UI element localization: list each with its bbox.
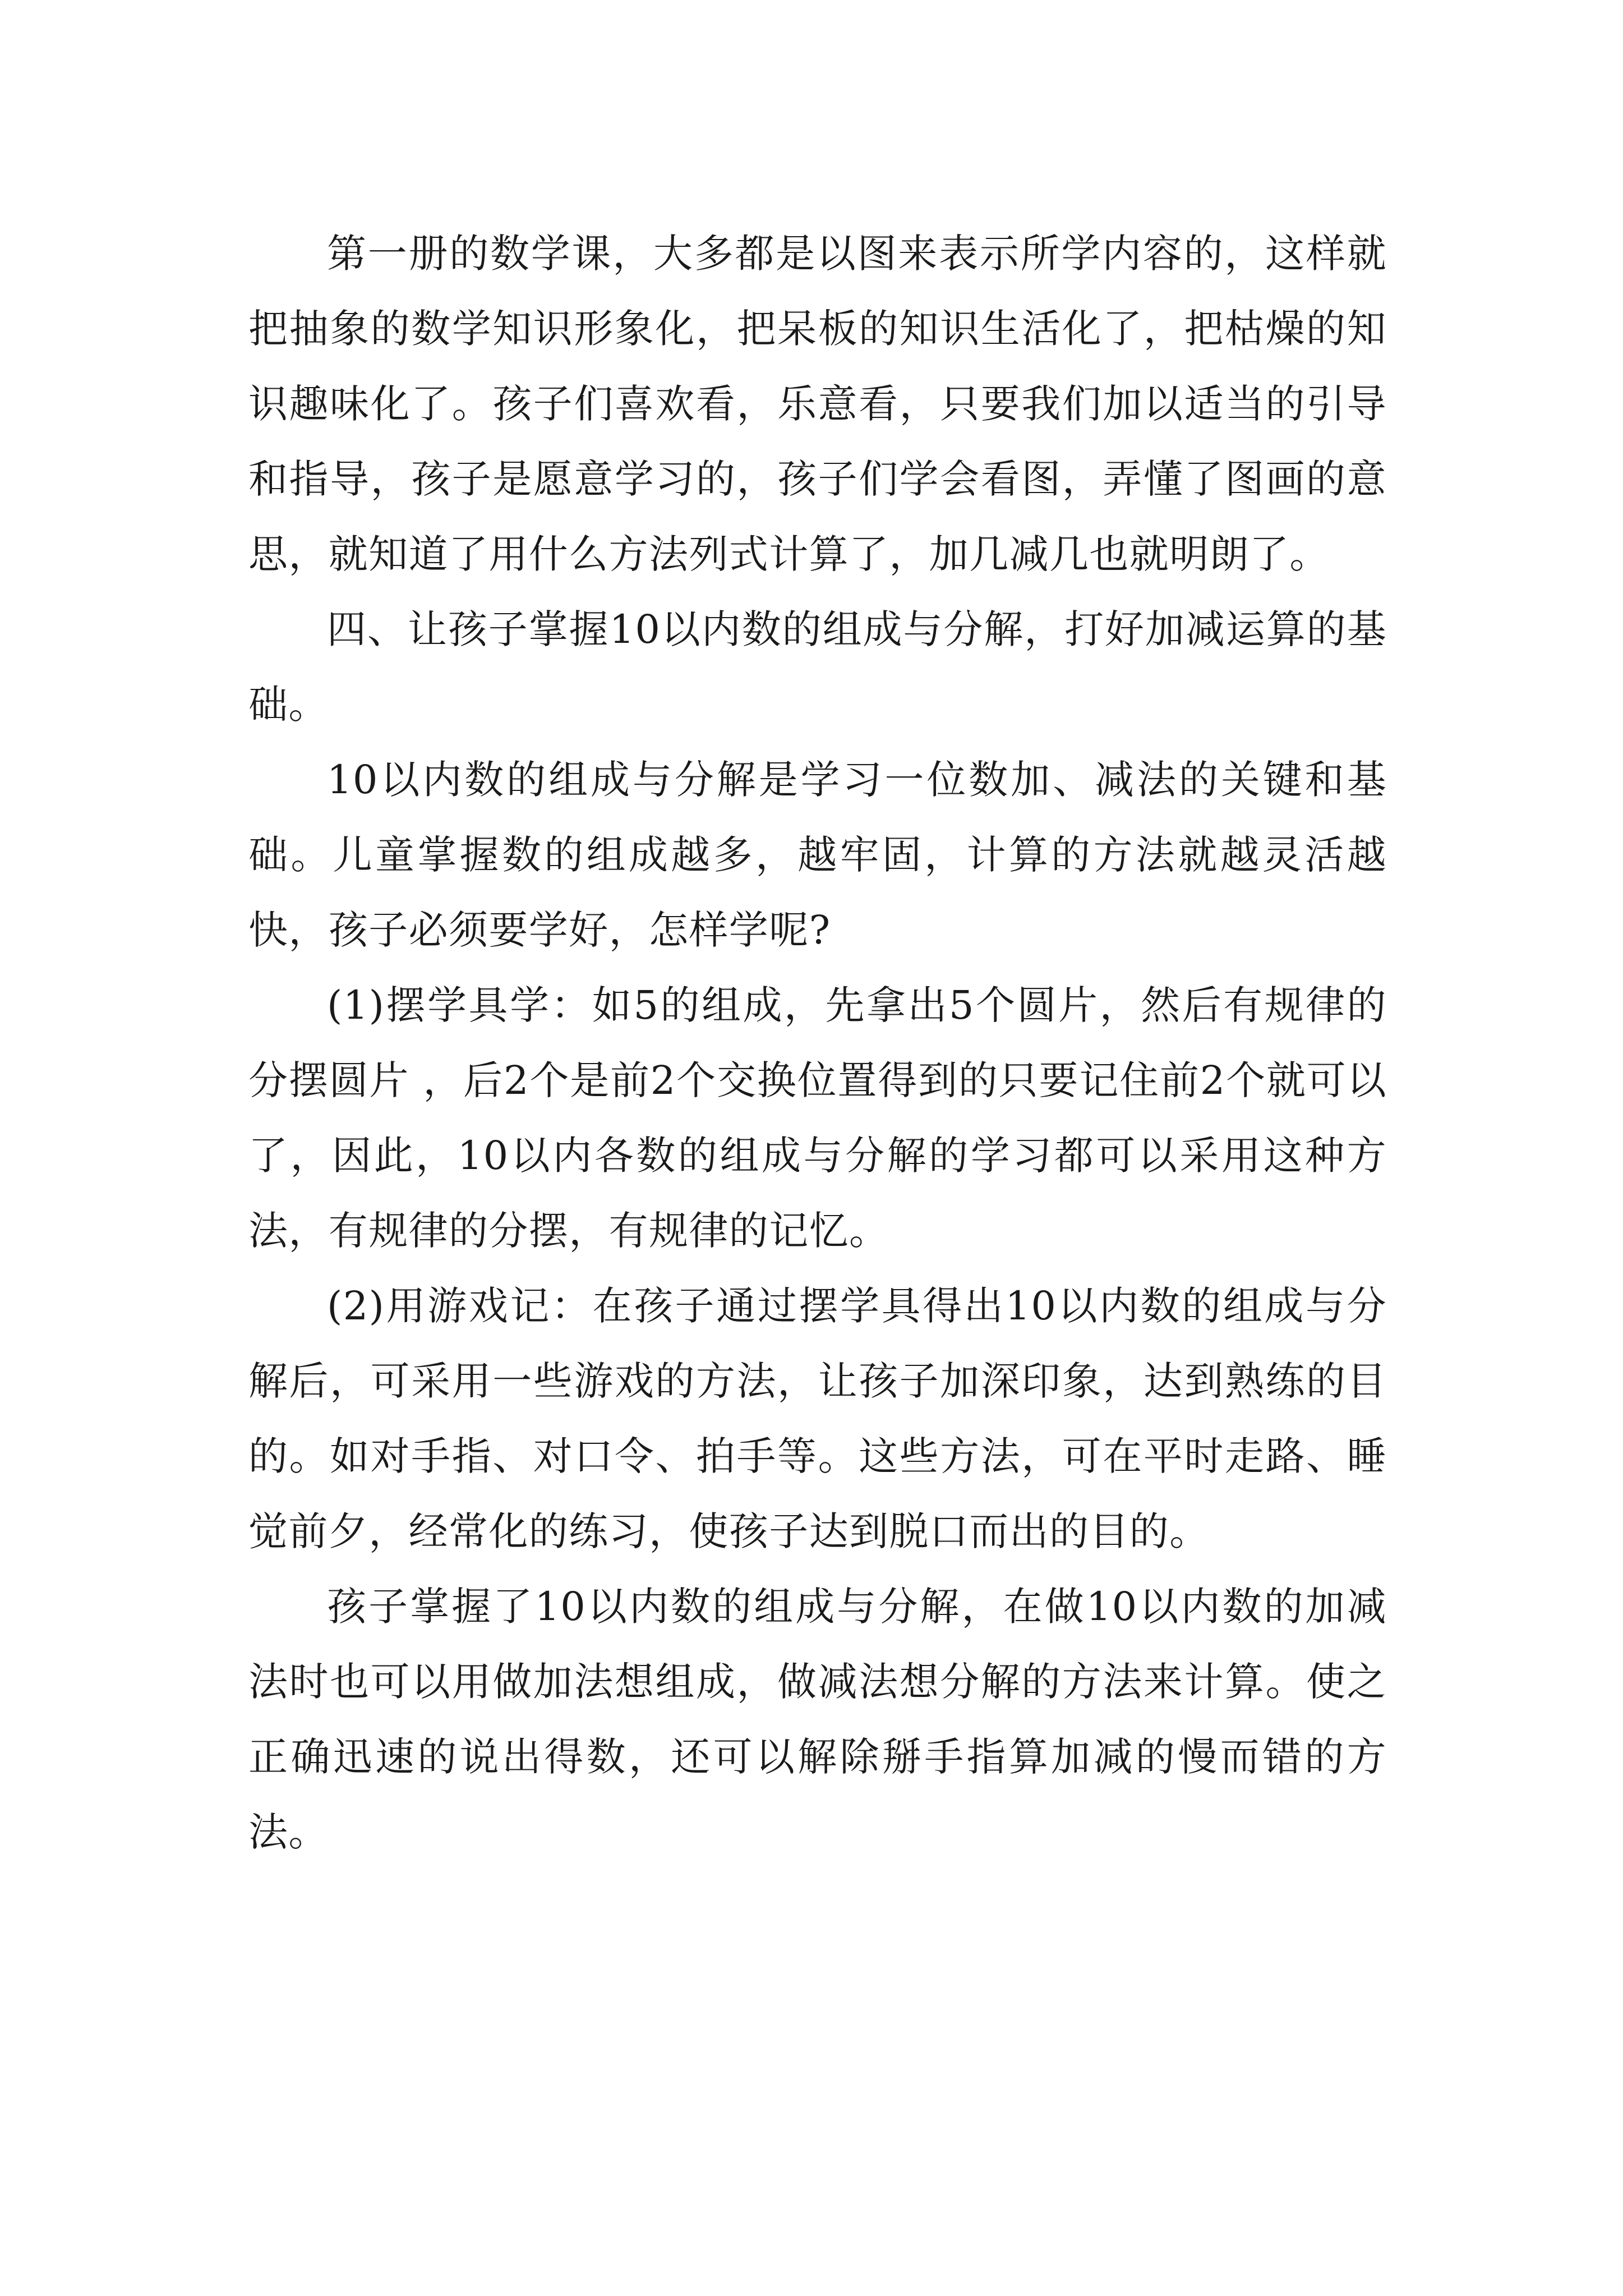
paragraph-section-four-heading: 四、让孩子掌握10以内数的组成与分解，打好加减运算的基础。 xyxy=(248,606,1387,728)
body-text xyxy=(248,216,1387,1870)
paragraph-conclusion: 孩子掌握了10以内数的组成与分解，在做10以内数的加减法时也可以用做加法想组成，做减法想分解的方法来计算。使之正确迅速的说出得数，还可以解除掰手指算加减的慢而错的方法。 xyxy=(248,1584,1387,1855)
paragraph-picture-based-lessons: 第一册的数学课，大多都是以图来表示所学内容的，这样就把抽象的数学知识形象化，把呆板的知识生活化了，把枯燥的知识趣味化了。孩子们喜欢看，乐意看，只要我们加以适当的引导和指导，孩子是愿意学习的，孩子们学会看图，弄懂了图画的意思，就知道了用什么方法列式计算了，加几减几也就明朗了。 xyxy=(248,231,1387,577)
paragraph-method-games: (2)用游戏记：在孩子通过摆学具得出10以内数的组成与分解后，可采用一些游戏的方法，让孩子加深印象，达到熟练的目的。如对手指、对口令、拍手等。这些方法，可在平时走路、睡觉前夕，经常化的练习，使孩子达到脱口而出的目的。 xyxy=(248,1283,1387,1554)
paragraph-method-manipulatives: (1)摆学具学：如5的组成，先拿出5个圆片，然后有规律的分摆圆片 ，后2个是前2个交换位置得到的只要记住前2个就可以了，因此，10以内各数的组成与分解的学习都可以采用这种方法，有规律的分摆，有规律的记忆。 xyxy=(248,982,1387,1254)
paragraph-composition-basics: 10以内数的组成与分解是学习一位数加、减法的关键和基础。儿童掌握数的组成越多，越牢固，计算的方法就越灵活越快，孩子必须要学好，怎样学呢? xyxy=(248,757,1387,953)
